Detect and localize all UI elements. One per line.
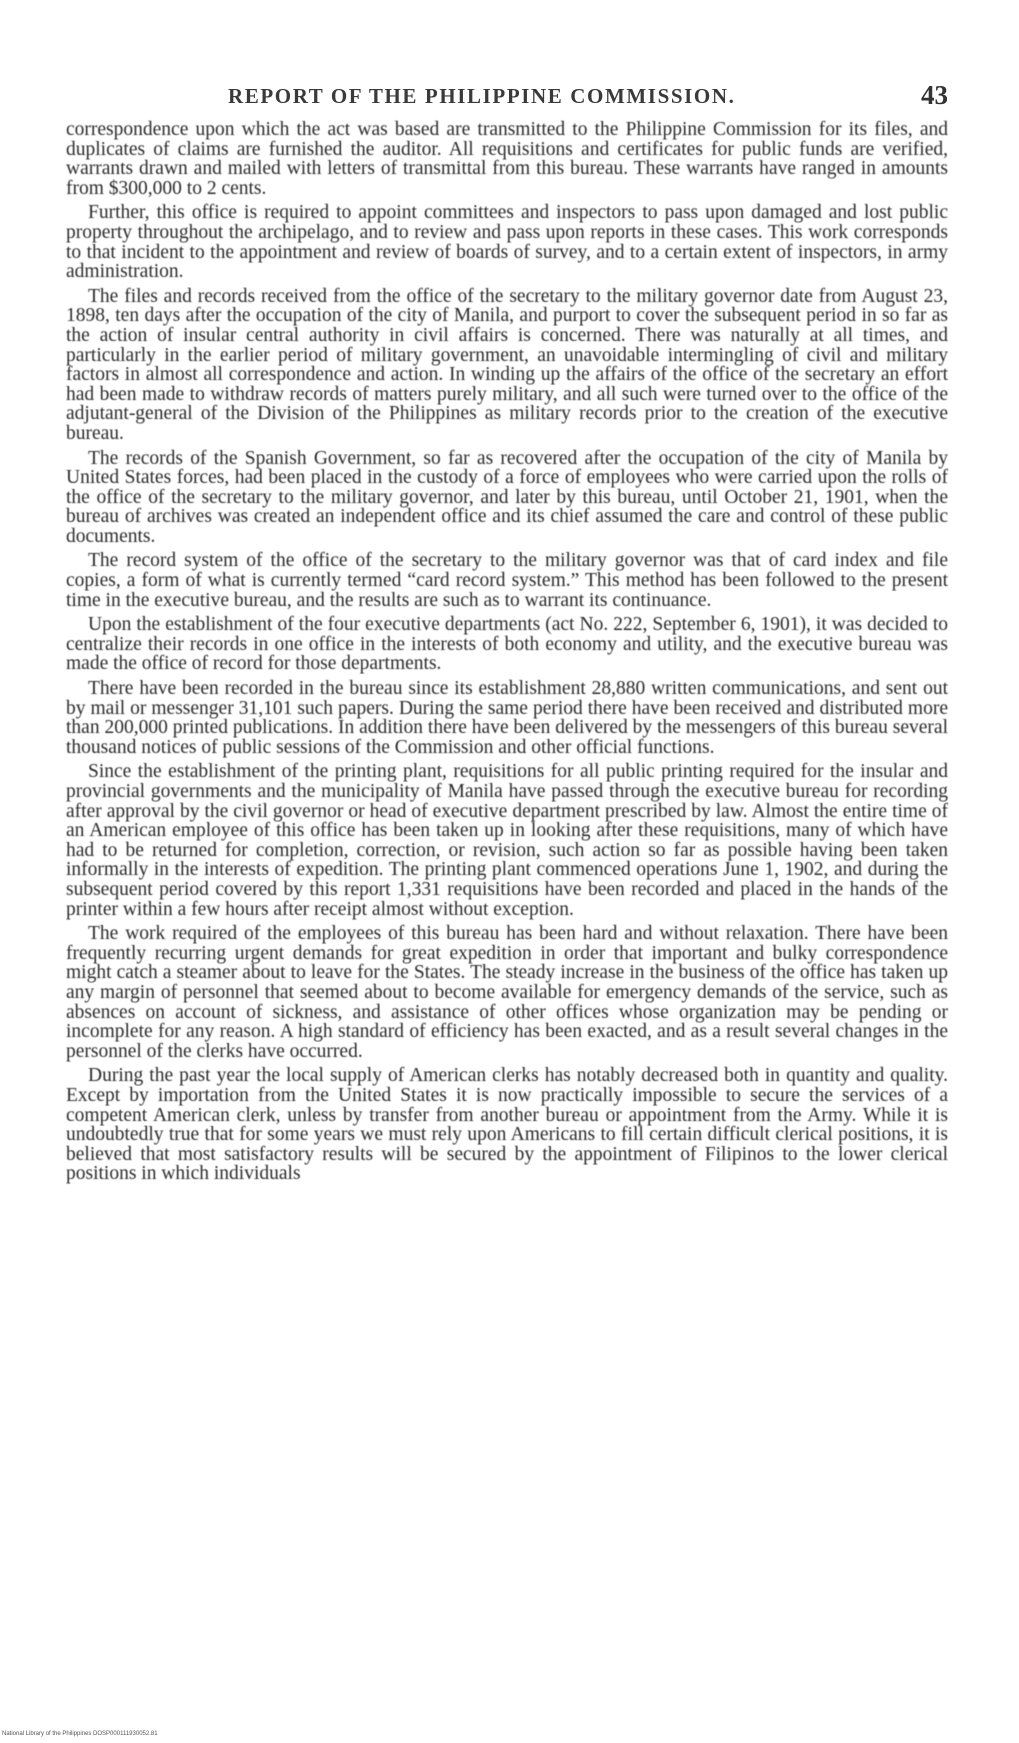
paragraph: Upon the establishment of the four executive departments (act No. 222, September 6, 1901), it was decided to centralize their records in one office in the interests of both economy and utility, and the executive bureau was made the office of record for those departments. (66, 614, 948, 675)
paragraph: The record system of the office of the secretary to the military governor was that of card index and file copies, a form of what is currently termed “card record system.” This method has been followed to the present time in the executive bureau, and the results are such as to warrant its continuance. (66, 550, 948, 611)
body-text (66, 120, 948, 1189)
archive-footer: National Library of the Philippines DOSP000111930052.81 (2, 1731, 158, 1737)
paragraph: Further, this office is required to appoint committees and inspectors to pass upon damaged and lost public property throughout the archipelago, and to review and pass upon reports in these cases. This work corresponds to that incident to the appointment and review of boards of survey, and to a certain extent of inspectors, in army administration. (66, 202, 948, 283)
paragraph: Since the establishment of the printing plant, requisitions for all public printing required for the insular and provincial governments and the municipality of Manila have passed through the executive bureau for recording after approval by the civil governor or head of executive department prescribed by law. Almost the entire time of an American employee of this office has been taken up in looking after these requisitions, many of which have had to be returned for completion, correction, or revision, such action so far as possible having been taken informally in the interests of expedition. The printing plant commenced operations June 1, 1902, and during the subsequent period covered by this report 1,331 requisitions have been recorded and placed in the hands of the printer within a few hours after receipt almost without exception. (66, 761, 948, 920)
paragraph: The files and records received from the office of the secretary to the military governor date from August 23, 1898, ten days after the occupation of the city of Manila, and purport to cover the subsequent period in so far as the action of insular central authority in civil affairs is concerned. There was naturally at all times, and particularly in the earlier period of military government, an unavoidable intermingling of civil and military factors in almost all correspondence and action. In winding up the affairs of the office of the secretary an effort had been made to withdraw records of matters purely military, and all such were turned over to the office of the adjutant-general of the Division of the Philippines as military records prior to the creation of the executive bureau. (66, 285, 948, 444)
paragraph: During the past year the local supply of American clerks has notably decreased both in quantity and quality. Except by importation from the United States it is now practically impossible to secure the services of a competent American clerk, unless by transfer from another bureau or appointment from the Army. While it is undoubtedly true that for some years we must rely upon Americans to fill certain difficult clerical positions, it is believed that most satisfactory results will be secured by the appointment of Filipinos to the lower clerical positions in which individuals (66, 1065, 948, 1185)
running-head: REPORT OF THE PHILIPPINE COMMISSION. (228, 84, 736, 108)
paragraph: The work required of the employees of this bureau has been hard and without relaxation. There have been frequently recurring urgent demands for great expedition in order that important and bulky correspondence might catch a steamer about to leave for the States. The steady increase in the business of the office has taken up any margin of personnel that seemed about to become available for emergency demands of the service, such as absences on account of sickness, and assistance of other offices whose organization may be pending or incomplete for any reason. A high standard of efficiency has been exacted, and as a result several changes in the personnel of the clerks have occurred. (66, 923, 948, 1062)
paragraph: The records of the Spanish Government, so far as recovered after the occupation of the city of Manila by United States forces, had been placed in the custody of a force of employees who were carried upon the rolls of the office of the secretary to the military governor, and later by this bureau, until October 21, 1901, when the bureau of archives was created an independent office and its chief assumed the care and control of these public documents. (66, 447, 948, 547)
page-header (218, 80, 948, 114)
page-number: 43 (921, 80, 948, 110)
paragraph: There have been recorded in the bureau since its establishment 28,880 written communications, and sent out by mail or messenger 31,101 such papers. During the same period there have been received and distributed more than 200,000 printed publications. In addition there have been delivered by the messengers of this bureau several thousand notices of public sessions of the Commission and other official functions. (66, 678, 948, 758)
paragraph-continued: correspondence upon which the act was based are transmitted to the Philippine Commission for its files, and duplicates of claims are furnished the auditor. All requisitions and certificates for public funds are verified, warrants drawn and mailed with letters of transmittal from this bureau. These warrants have ranged in amounts from $300,000 to 2 cents. (66, 119, 948, 199)
